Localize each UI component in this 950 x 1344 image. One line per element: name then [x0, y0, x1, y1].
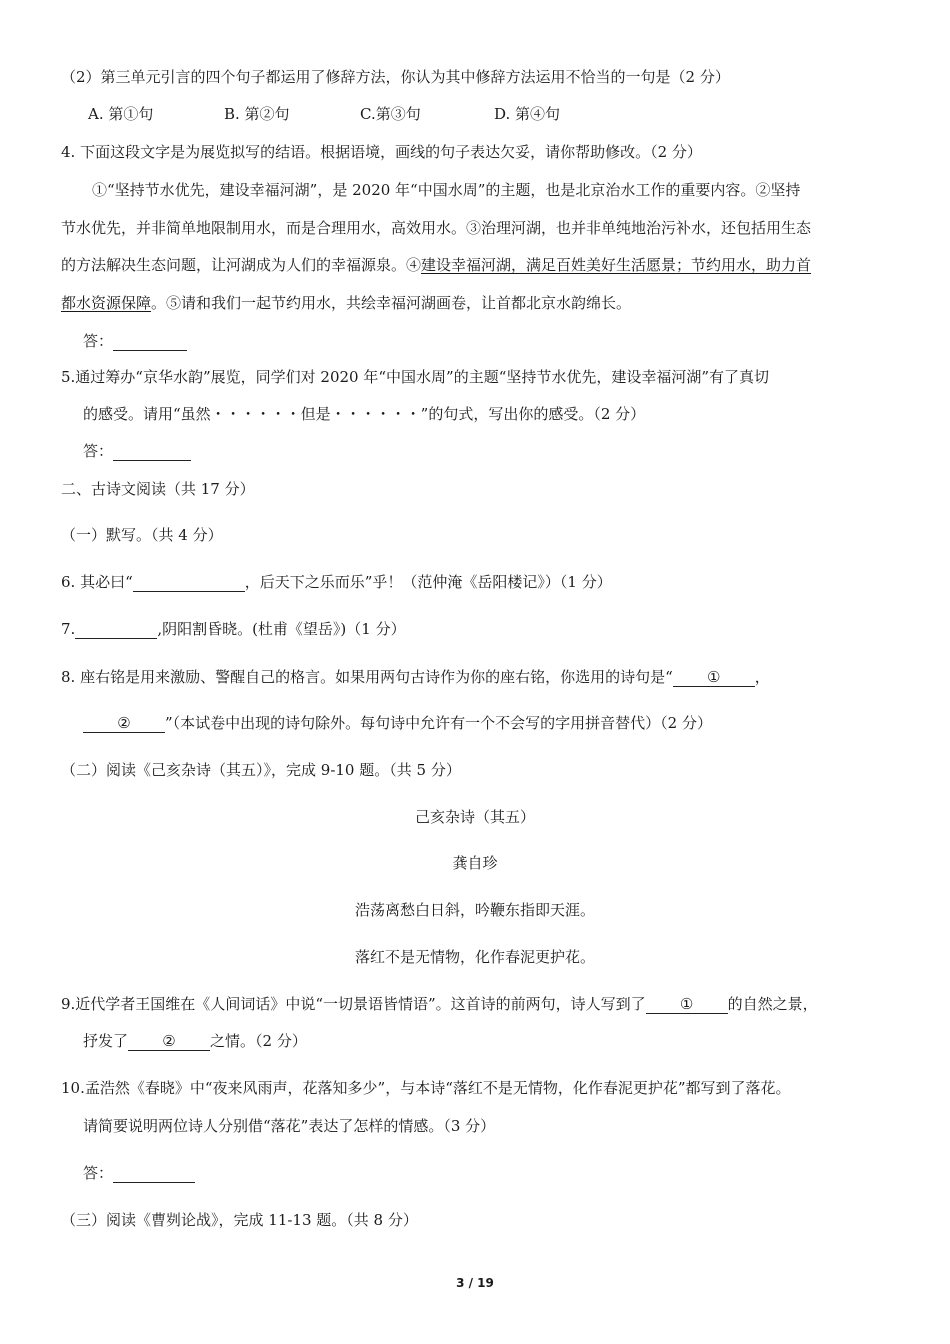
- q6-text-post: ，后天下之乐而乐”乎！（范仲淹《岳阳楼记》）（1 分）: [244, 573, 612, 591]
- q3-2-option-b: B. 第②句: [224, 105, 290, 123]
- poem-author: 龚自珍: [452, 854, 498, 872]
- q4-passage-line-2: 节水优先，并非简单地限制用水，而是合理用水，高效用水。③治理河湖，也并非单纯地治污补水，还包括用生态: [61, 219, 812, 237]
- q9-blank-2[interactable]: ②: [128, 1032, 210, 1051]
- section-2-title: 二、古诗文阅读（共 17 分）: [61, 480, 255, 498]
- q10-stem-line-2: 请简要说明两位诗人分别借“落花”表达了怎样的情感。（3 分）: [83, 1117, 496, 1135]
- q4-passage-line-3: [61, 254, 811, 276]
- q7-text-post: ,阴阳割昏晓。(杜甫《望岳》)（1 分）: [157, 620, 406, 638]
- poem-title: 己亥杂诗（其五）: [414, 808, 535, 826]
- q9-text-post: 的自然之景，: [727, 995, 818, 1013]
- poem-line-2: 落红不是无情物，化作春泥更护花。: [354, 948, 595, 966]
- q4-answer-line: [83, 330, 187, 352]
- page-number: 3 / 19: [456, 1276, 494, 1290]
- q10-stem-line-1: 10.孟浩然《春晓》中“夜来风雨声，花落知多少”，与本诗“落红不是无情物，化作春泥更护花”都写到了落花。: [61, 1079, 791, 1097]
- q3-2-option-d: D. 第④句: [494, 105, 561, 123]
- q8-blank-1[interactable]: ①: [673, 668, 755, 687]
- q9-text-pre: 9.近代学者王国维在《人间词话》中说“一切景语皆情语”。这首诗的前两句，诗人写到了: [61, 995, 646, 1013]
- q9-text-post-2: 之情。（2 分）: [210, 1032, 307, 1050]
- poem-line-1: 浩荡离愁白日斜，吟鞭东指即天涯。: [354, 901, 595, 919]
- q8-text-post: ”（本试卷中出现的诗句除外。每句诗中允许有一个不会写的字用拼音替代）（2 分）: [165, 714, 712, 732]
- q4-underlined-sentence: 建设幸福河湖，满足百姓美好生活愿景；节约用水，助力首: [421, 256, 812, 274]
- part-2-title: （二）阅读《己亥杂诗（其五）》，完成 9-10 题。（共 5 分）: [61, 761, 461, 779]
- q4-stem: 4. 下面这段文字是为展览拟写的结语。根据语境，画线的句子表达欠妥，请你帮助修改。（2 分）: [61, 143, 702, 161]
- q6-line: [61, 571, 612, 593]
- q4-underlined-sentence-end: 都水资源保障: [61, 294, 152, 312]
- q5-stem-line-2: 的感受。请用“虽然・・・・・・但是・・・・・・”的句式，写出你的感受。（2 分）: [83, 405, 646, 423]
- q5-stem-line-1: 5.通过筹办“京华水韵”展览，同学们对 2020 年“中国水周”的主题“坚持节水优先，建设幸福河湖”有了真切: [61, 368, 770, 386]
- q8-line-2: [83, 712, 712, 734]
- q7-text-pre: 7.: [61, 620, 76, 638]
- q7-blank[interactable]: [75, 620, 157, 639]
- q8-comma: ，: [754, 668, 770, 686]
- q9-text-pre-2: 抒发了: [83, 1032, 129, 1050]
- q9-line-1: [61, 993, 818, 1015]
- q8-blank-2[interactable]: ②: [83, 714, 165, 733]
- q4-passage-text-end: 。⑤请和我们一起节约用水，共绘幸福河湖画卷，让首都北京水韵绵长。: [151, 294, 632, 312]
- q9-line-2: [83, 1030, 307, 1052]
- q10-answer-blank[interactable]: [113, 1164, 195, 1183]
- part-3-title: （三）阅读《曹刿论战》，完成 11-13 题。（共 8 分）: [61, 1211, 418, 1229]
- section-2-part-1-title: （一）默写。（共 4 分）: [61, 526, 223, 544]
- q8-line-1: [61, 666, 770, 688]
- q4-answer-label: 答：: [83, 332, 114, 350]
- q6-text-pre: 6. 其必曰“: [61, 573, 133, 591]
- q5-answer-line: [83, 440, 191, 462]
- q4-passage-line-4: [61, 292, 631, 314]
- q5-answer-label: 答：: [83, 442, 114, 460]
- q10-answer-label: 答：: [83, 1164, 114, 1182]
- q5-answer-blank[interactable]: [113, 442, 191, 461]
- q6-blank[interactable]: [133, 573, 245, 592]
- q4-passage-text: 的方法解决生态问题，让河湖成为人们的幸福源泉。④: [61, 256, 422, 274]
- q3-2-option-a: A. 第①句: [88, 105, 154, 123]
- q3-2-option-c: C.第③句: [360, 105, 421, 123]
- q10-answer-line: [83, 1162, 195, 1184]
- q3-2-stem: （2）第三单元引言的四个句子都运用了修辞方法，你认为其中修辞方法运用不恰当的一句是（2 分）: [61, 68, 730, 86]
- q4-passage-line-1: ①“坚持节水优先，建设幸福河湖”，是 2020 年“中国水周”的主题，也是北京治水工作的重要内容。②坚持: [92, 181, 801, 199]
- q4-answer-blank[interactable]: [113, 332, 187, 351]
- q8-text-pre: 8. 座右铭是用来激励、警醒自己的格言。如果用两句古诗作为你的座右铭，你选用的诗句是“: [61, 668, 673, 686]
- q7-line: [61, 618, 406, 640]
- q9-blank-1[interactable]: ①: [646, 995, 728, 1014]
